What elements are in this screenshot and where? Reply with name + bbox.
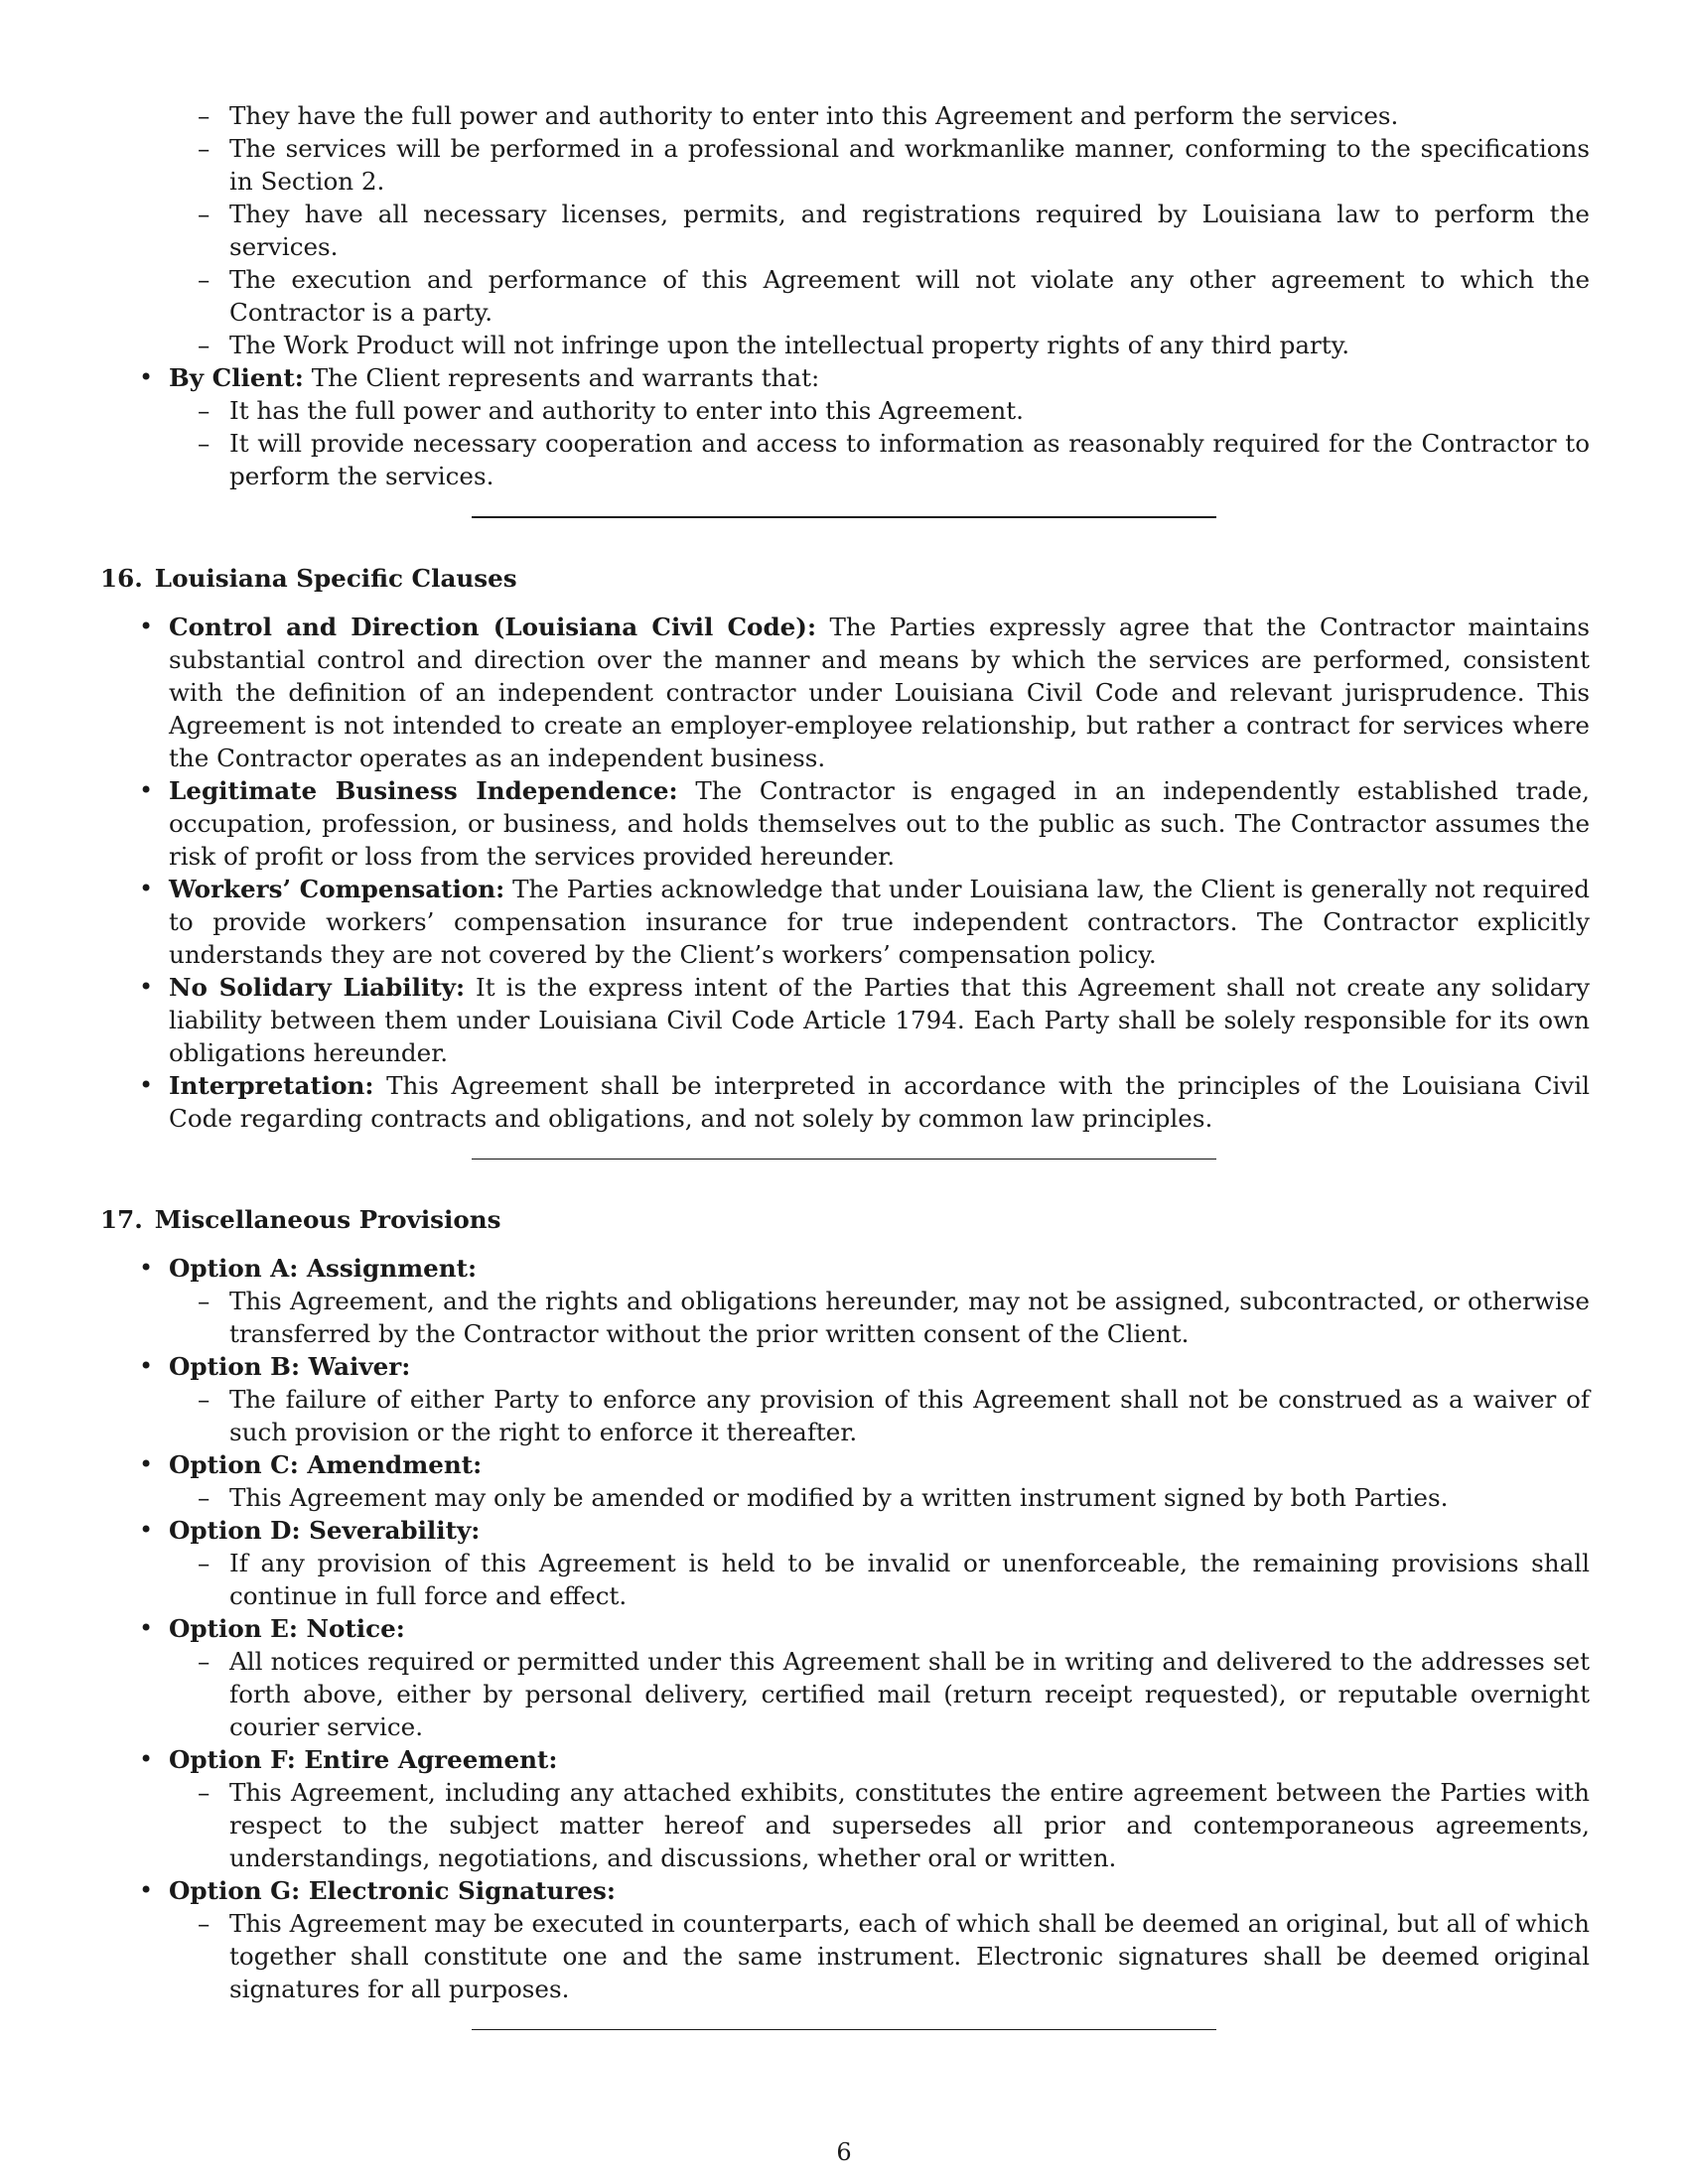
bullet: •	[139, 1254, 154, 1282]
dash-bullet: –	[198, 396, 211, 425]
bullet: •	[139, 1876, 154, 1904]
dash-bullet: –	[198, 1647, 211, 1676]
list-item: • Option B: Waiver: – The failure of either Party to enforce any provision of this Agreement shall not be construed as a waiver of such provision or the right to enforce it thereafter.	[139, 1352, 1590, 1446]
list-item: – This Agreement may only be amended or modified by a written instrument signed by both Parties.	[198, 1483, 1449, 1512]
bullet: •	[139, 363, 154, 391]
dash-bullet: –	[198, 1287, 211, 1315]
list-item: – This Agreement may be executed in counterparts, each of which shall be deemed an original, but all of which together shall constitute one and the same instrument. Electronic signatures shall be deemed original signatures for all purposes.	[198, 1909, 1590, 2003]
list-item: • Option G: Electronic Signatures: – This Agreement may be executed in counterparts, each of which shall be deemed an original, but all of which together shall constitute one and the same instrument. Electronic signatures shall be deemed original signatures for all purposes.	[139, 1876, 1590, 2003]
client-warranty-list	[169, 394, 1590, 492]
dash-bullet: –	[198, 265, 211, 294]
list-item: – The failure of either Party to enforce any provision of this Agreement shall not be construed as a waiver of such provision or the right to enforce it thereafter.	[198, 1385, 1590, 1446]
bullet: •	[139, 1614, 154, 1642]
list-item: – The Work Product will not infringe upon the intellectual property rights of any third party.	[198, 331, 1350, 359]
dash-bullet: –	[198, 1778, 211, 1807]
list-item: – This Agreement, and the rights and obligations hereunder, may not be assigned, subcontracted, or otherwise transferred by the Contractor without the prior written consent of the Client.	[198, 1287, 1590, 1348]
bullet: •	[139, 613, 154, 640]
list-item: – They have the full power and authority to enter into this Agreement and perform the services.	[198, 101, 1399, 130]
list-item: • Option D: Severability: – If any provision of this Agreement is held to be invalid or unenforceable, the remaining provisions shall continue in full force and effect.	[139, 1516, 1590, 1610]
dash-bullet: –	[198, 101, 211, 130]
horizontal-divider	[472, 1159, 1216, 1160]
list-item: • No Solidary Liability: It is the express intent of the Parties that this Agreement shall not create any solidary liability between them under Louisiana Civil Code Article 1794. Each Party shall be solely responsible for its own obligations hereunder.	[139, 973, 1591, 1067]
bullet: •	[139, 875, 154, 902]
list-item: – If any provision of this Agreement is held to be invalid or unenforceable, the remaining provisions shall continue in full force and effect.	[198, 1549, 1590, 1610]
warranties-list	[100, 99, 1590, 492]
list-item: • Control and Direction (Louisiana Civil Code): The Parties expressly agree that the Contractor maintains substantial control and direction over the manner and means by which the services are performed, consistent with the definition of an independent contractor under Louisiana Civil Code and relevant jurisprudence. This Agreement is not intended to create an employer-employee relationship, but rather a contract for services where the Contractor operates as an independent business.	[139, 613, 1590, 772]
list-item: – It has the full power and authority to enter into this Agreement.	[198, 396, 1024, 425]
horizontal-divider	[472, 516, 1216, 518]
bullet: •	[139, 1745, 154, 1773]
list-item: • Option A: Assignment: – This Agreement, and the rights and obligations hereunder, may not be assigned, subcontracted, or otherwise transferred by the Contractor without the prior written consent of the Client.	[139, 1254, 1590, 1348]
dash-bullet: –	[198, 429, 211, 458]
list-item: – The services will be performed in a professional and workmanlike manner, conforming to the specifications in Section 2.	[198, 134, 1590, 196]
dash-bullet: –	[198, 1483, 211, 1512]
dash-bullet: –	[198, 200, 211, 228]
list-item: • Option C: Amendment: – This Agreement may only be amended or modified by a written instrument signed by both Parties.	[169, 1448, 1590, 1514]
dash-bullet: –	[198, 1909, 211, 1938]
list-item: – All notices required or permitted under this Agreement shall be in writing and delivered to the addresses set forth above, either by personal delivery, certified mail (return receipt requested), or reputable overnight courier service.	[198, 1647, 1590, 1741]
page-number: 6	[836, 2138, 852, 2166]
bullet: •	[139, 973, 154, 1001]
louisiana-clauses-list	[100, 611, 1590, 1135]
bullet: •	[139, 1450, 154, 1478]
dash-bullet: –	[198, 1385, 211, 1414]
list-item: • Interpretation: This Agreement shall be interpreted in accordance with the principles of the Louisiana Civil Code regarding contracts and obligations, and not solely by common law principles.	[139, 1071, 1591, 1133]
by-client-item: • By Client: The Client represents and warrants that: – It has the full power and authority to enter into this Agreement. – It will provide necessary cooperation and access to information as reasonably required for the Contractor to perform the services.	[139, 363, 1590, 490]
horizontal-divider	[472, 2029, 1216, 2030]
section-heading: 17. Miscellaneous Provisions	[100, 1205, 501, 1234]
bullet: •	[139, 776, 154, 804]
list-item: – It will provide necessary cooperation and access to information as reasonably required for the Contractor to perform the services.	[198, 429, 1590, 490]
misc-provisions-list	[100, 1252, 1590, 2005]
bullet: •	[139, 1516, 154, 1544]
list-item: – They have all necessary licenses, permits, and registrations required by Louisiana law to perform the services.	[198, 200, 1590, 261]
bullet: •	[139, 1071, 154, 1099]
dash-bullet: –	[198, 331, 211, 359]
dash-bullet: –	[198, 1549, 211, 1577]
list-item: – The execution and performance of this Agreement will not violate any other agreement to which the Contractor is a party.	[198, 265, 1590, 327]
list-item: • Option F: Entire Agreement: – This Agreement, including any attached exhibits, constitutes the entire agreement between the Parties with respect to the subject matter hereof and supersedes all prior and contemporaneous agreements, understandings, negotiations, and discussions, whether oral or written.	[139, 1745, 1590, 1872]
document-page	[100, 99, 1590, 2030]
contractor-warranty-list	[169, 99, 1590, 361]
by-contractor-continuation	[169, 99, 1590, 361]
dash-bullet: –	[198, 134, 211, 163]
list-item: – This Agreement, including any attached exhibits, constitutes the entire agreement between the Parties with respect to the subject matter hereof and supersedes all prior and contemporaneous agreements, understandings, negotiations, and discussions, whether oral or written.	[198, 1778, 1590, 1872]
list-item: • Option E: Notice: – All notices required or permitted under this Agreement shall be in writing and delivered to the addresses set forth above, either by personal delivery, certified mail (return receipt requested), or reputable overnight courier service.	[139, 1614, 1590, 1741]
section-heading: 16. Louisiana Specific Clauses	[100, 564, 517, 593]
term-label: By Client:	[169, 363, 304, 392]
list-item: • Workers’ Compensation: The Parties acknowledge that under Louisiana law, the Client is generally not required to provide workers’ compensation insurance for true independent contractors. The Contractor explicitly understands they are not covered by the Client’s workers’ compensation policy.	[139, 875, 1590, 969]
bullet: •	[139, 1352, 154, 1380]
list-item: • Legitimate Business Independence: The Contractor is engaged in an independently established trade, occupation, profession, or business, and holds themselves out to the public as such. The Contractor assumes the risk of profit or loss from the services provided hereunder.	[139, 776, 1591, 871]
